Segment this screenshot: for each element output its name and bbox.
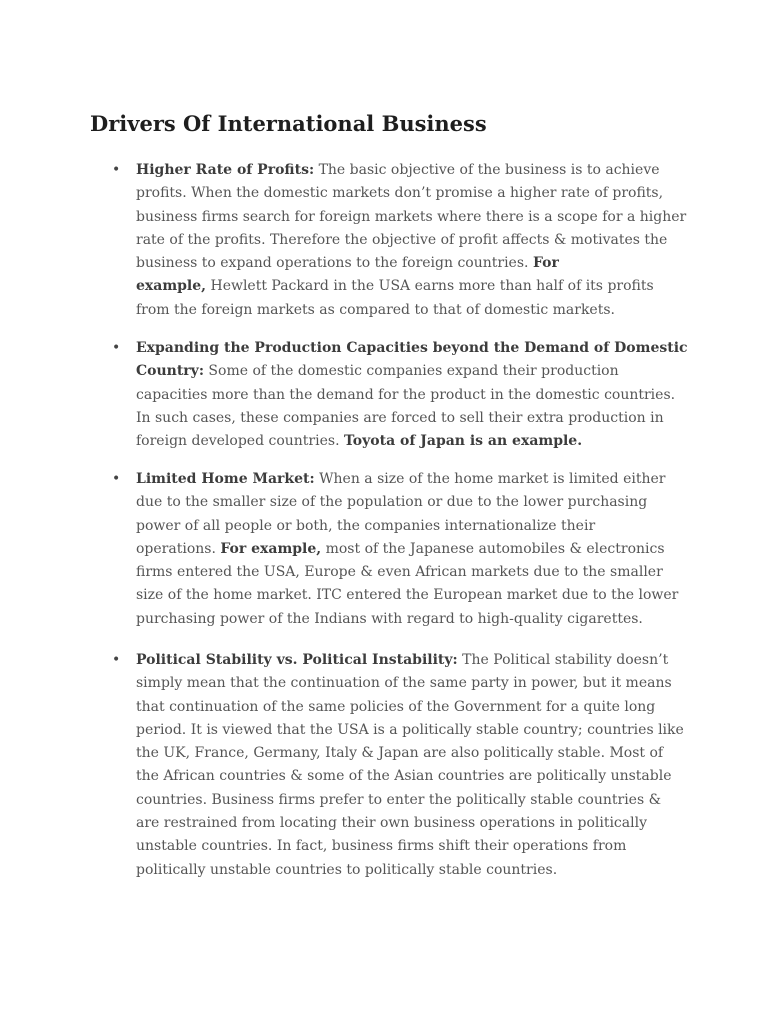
list-item-political-stability [112,649,696,882]
bullet-icon: • [112,162,121,178]
item-heading: Higher Rate of Profits: [136,162,315,178]
item-heading: Political Stability vs. Political Instability: [136,652,458,668]
text-line: Country: Some of the domestic companies expand their production [136,363,619,380]
text-line: power of all people or both, the companies internationalize their [136,517,596,534]
text-line: capacities more than the demand for the product in the domestic countries. [136,386,676,403]
text-line: operations. For example, most of the Japanese automobiles & electronics [136,540,665,557]
bullet-icon: • [112,340,121,356]
text-line: politically unstable countries to politically stable countries. [136,861,558,878]
item-heading: Expanding the Production Capacities beyond the Demand of Domestic [136,340,688,356]
text-line: period. It is viewed that the USA is a politically stable country; countries like [136,721,684,738]
text-line: due to the smaller size of the population or due to the lower purchasing [136,494,648,511]
list-item-limited-home-market [112,468,696,631]
text-line: are restrained from locating their own business operations in politically [136,815,647,832]
text-line: firms entered the USA, Europe & even African markets due to the smaller [136,564,663,581]
text-line: Political Stability vs. Political Instability: The Political stability doesn’t [136,652,669,668]
text-line: purchasing power of the Indians with regard to high-quality cigarettes. [136,610,643,627]
bullet-icon: • [112,471,121,487]
emphasis: For [532,255,559,272]
text-line: unstable countries. In fact, business firms shift their operations from [136,838,627,855]
text-line: simply mean that the continuation of the same party in power, but it means [136,675,672,692]
text-line: that continuation of the same policies of the Government for a quite long [136,698,656,715]
bullet-icon: • [112,652,121,668]
text-line: business to expand operations to the foreign countries. For [136,255,559,272]
text-line: example, Hewlett Packard in the USA earns more than half of its profits [136,278,654,295]
text-line: Limited Home Market: When a size of the home market is limited either [136,471,666,487]
item-heading: Country: [136,363,204,380]
emphasis: example, [136,278,207,295]
page-title: Drivers Of International Business [90,111,487,136]
text-line: profits. When the domestic markets don’t promise a higher rate of profits, [136,185,664,202]
emphasis: For example, [220,540,322,557]
list-item-higher-profits [112,159,696,322]
emphasis: Toyota of Japan is an example. [343,433,583,450]
text-line: In such cases, these companies are forced to sell their extra production in [136,409,664,426]
text-line: size of the home market. ITC entered the European market due to the lower [136,587,679,604]
text-line: from the foreign markets as compared to that of domestic markets. [136,301,615,318]
text-line: rate of the profits. Therefore the objective of profit affects & motivates the [136,231,668,248]
text-line [136,337,696,360]
text-line: the UK, France, Germany, Italy & Japan are also politically stable. Most of [136,745,664,762]
text-line: foreign developed countries. Toyota of Japan is an example. [136,433,583,450]
text-line: the African countries & some of the Asian countries are politically unstable [136,768,672,785]
text-line: countries. Business firms prefer to enter the politically stable countries & [136,791,662,808]
text-line: Higher Rate of Profits: The basic objective of the business is to achieve [136,162,660,178]
text-line: business firms search for foreign markets where there is a scope for a higher [136,208,687,225]
list-item-production-capacities [112,337,696,453]
item-heading: Limited Home Market: [136,471,315,487]
